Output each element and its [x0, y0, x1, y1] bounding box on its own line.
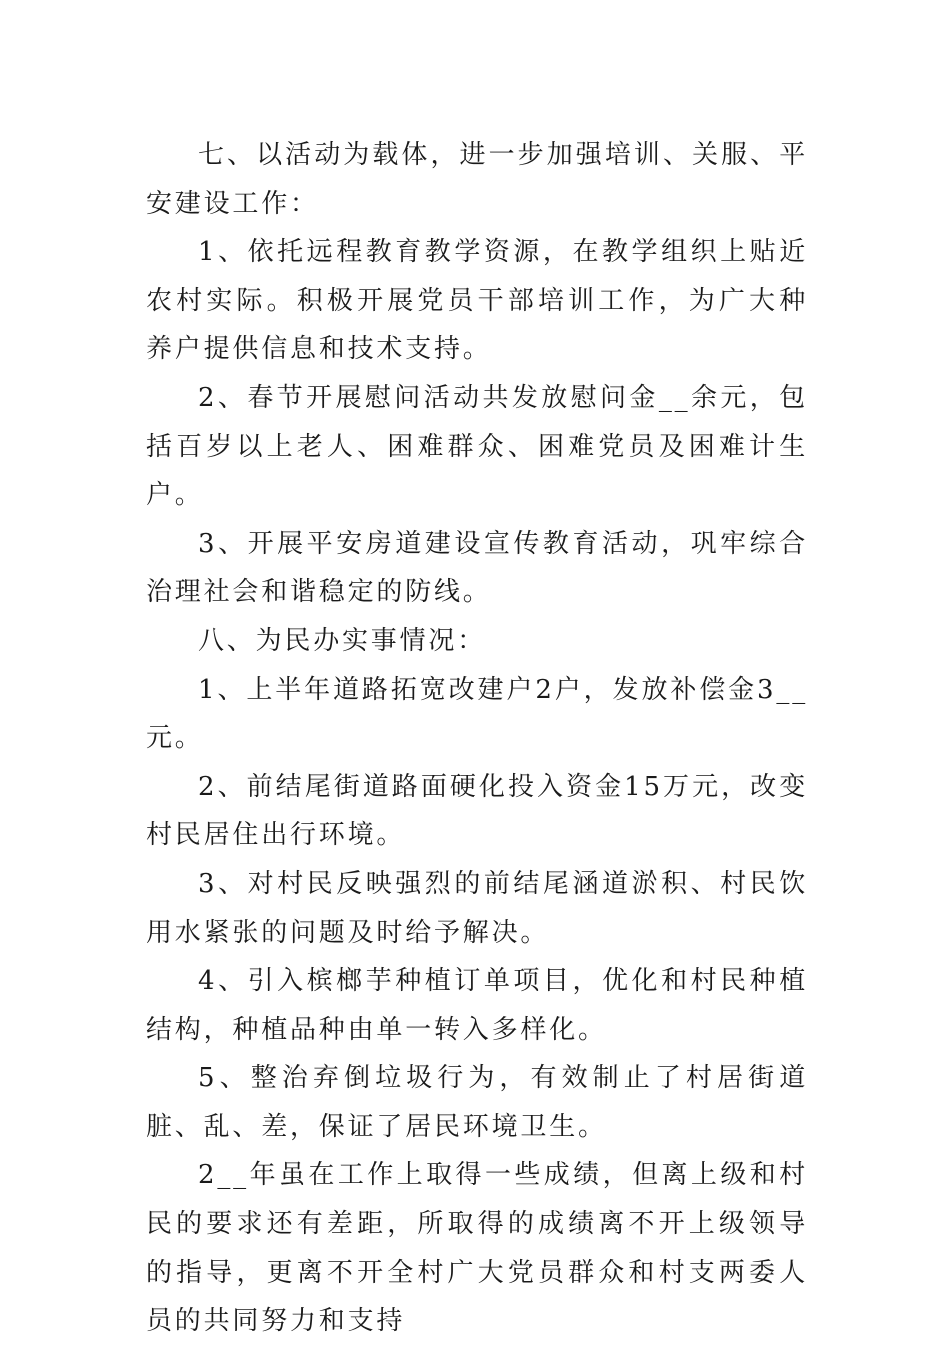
paragraph-road-hardening: 2、前结尾街道路面硬化投入资金15万元，改变村民居住出行环境。 — [146, 771, 808, 851]
document-page — [146, 131, 808, 1346]
paragraph-spring-festival: 2、春节开展慰问活动共发放慰问金__余元，包括百岁以上老人、困难群众、困难党员及困难计生户。 — [146, 382, 808, 511]
paragraph-culvert-water: 3、对村民反映强烈的前结尾涵道淤积、村民饮用水紧张的问题及时给予解决。 — [146, 868, 808, 948]
paragraph-taro-project: 4、引入槟榔芋种植订单项目，优化和村民种植结构，种植品种由单一转入多样化。 — [146, 966, 808, 1045]
paragraph-safety-campaign: 3、开展平安房道建设宣传教育活动，巩牢综合治理社会和谐稳定的防线。 — [146, 528, 808, 608]
section-heading-seven: 七、以活动为载体，进一步加强培训、关服、平安建设工作： — [146, 140, 808, 219]
paragraph-summary: 2__年虽在工作上取得一些成绩，但离上级和村民的要求还有差距，所取得的成绩离不开上级领导的指导，更离不开全村广大党员群众和村支两委人员的共同努力和支持 — [146, 1160, 808, 1337]
section-heading-eight: 八、为民办实事情况： — [198, 625, 487, 656]
paragraph-training: 1、依托远程教育教学资源，在教学组织上贴近农村实际。积极开展党员干部培训工作，为广大种养户提供信息和技术支持。 — [146, 237, 808, 365]
paragraph-garbage: 5、整治弃倒垃圾行为，有效制止了村居街道脏、乱、差，保证了居民环境卫生。 — [146, 1063, 808, 1142]
paragraph-road-widening: 1、上半年道路拓宽改建户2户，发放补偿金3__元。 — [146, 674, 808, 754]
